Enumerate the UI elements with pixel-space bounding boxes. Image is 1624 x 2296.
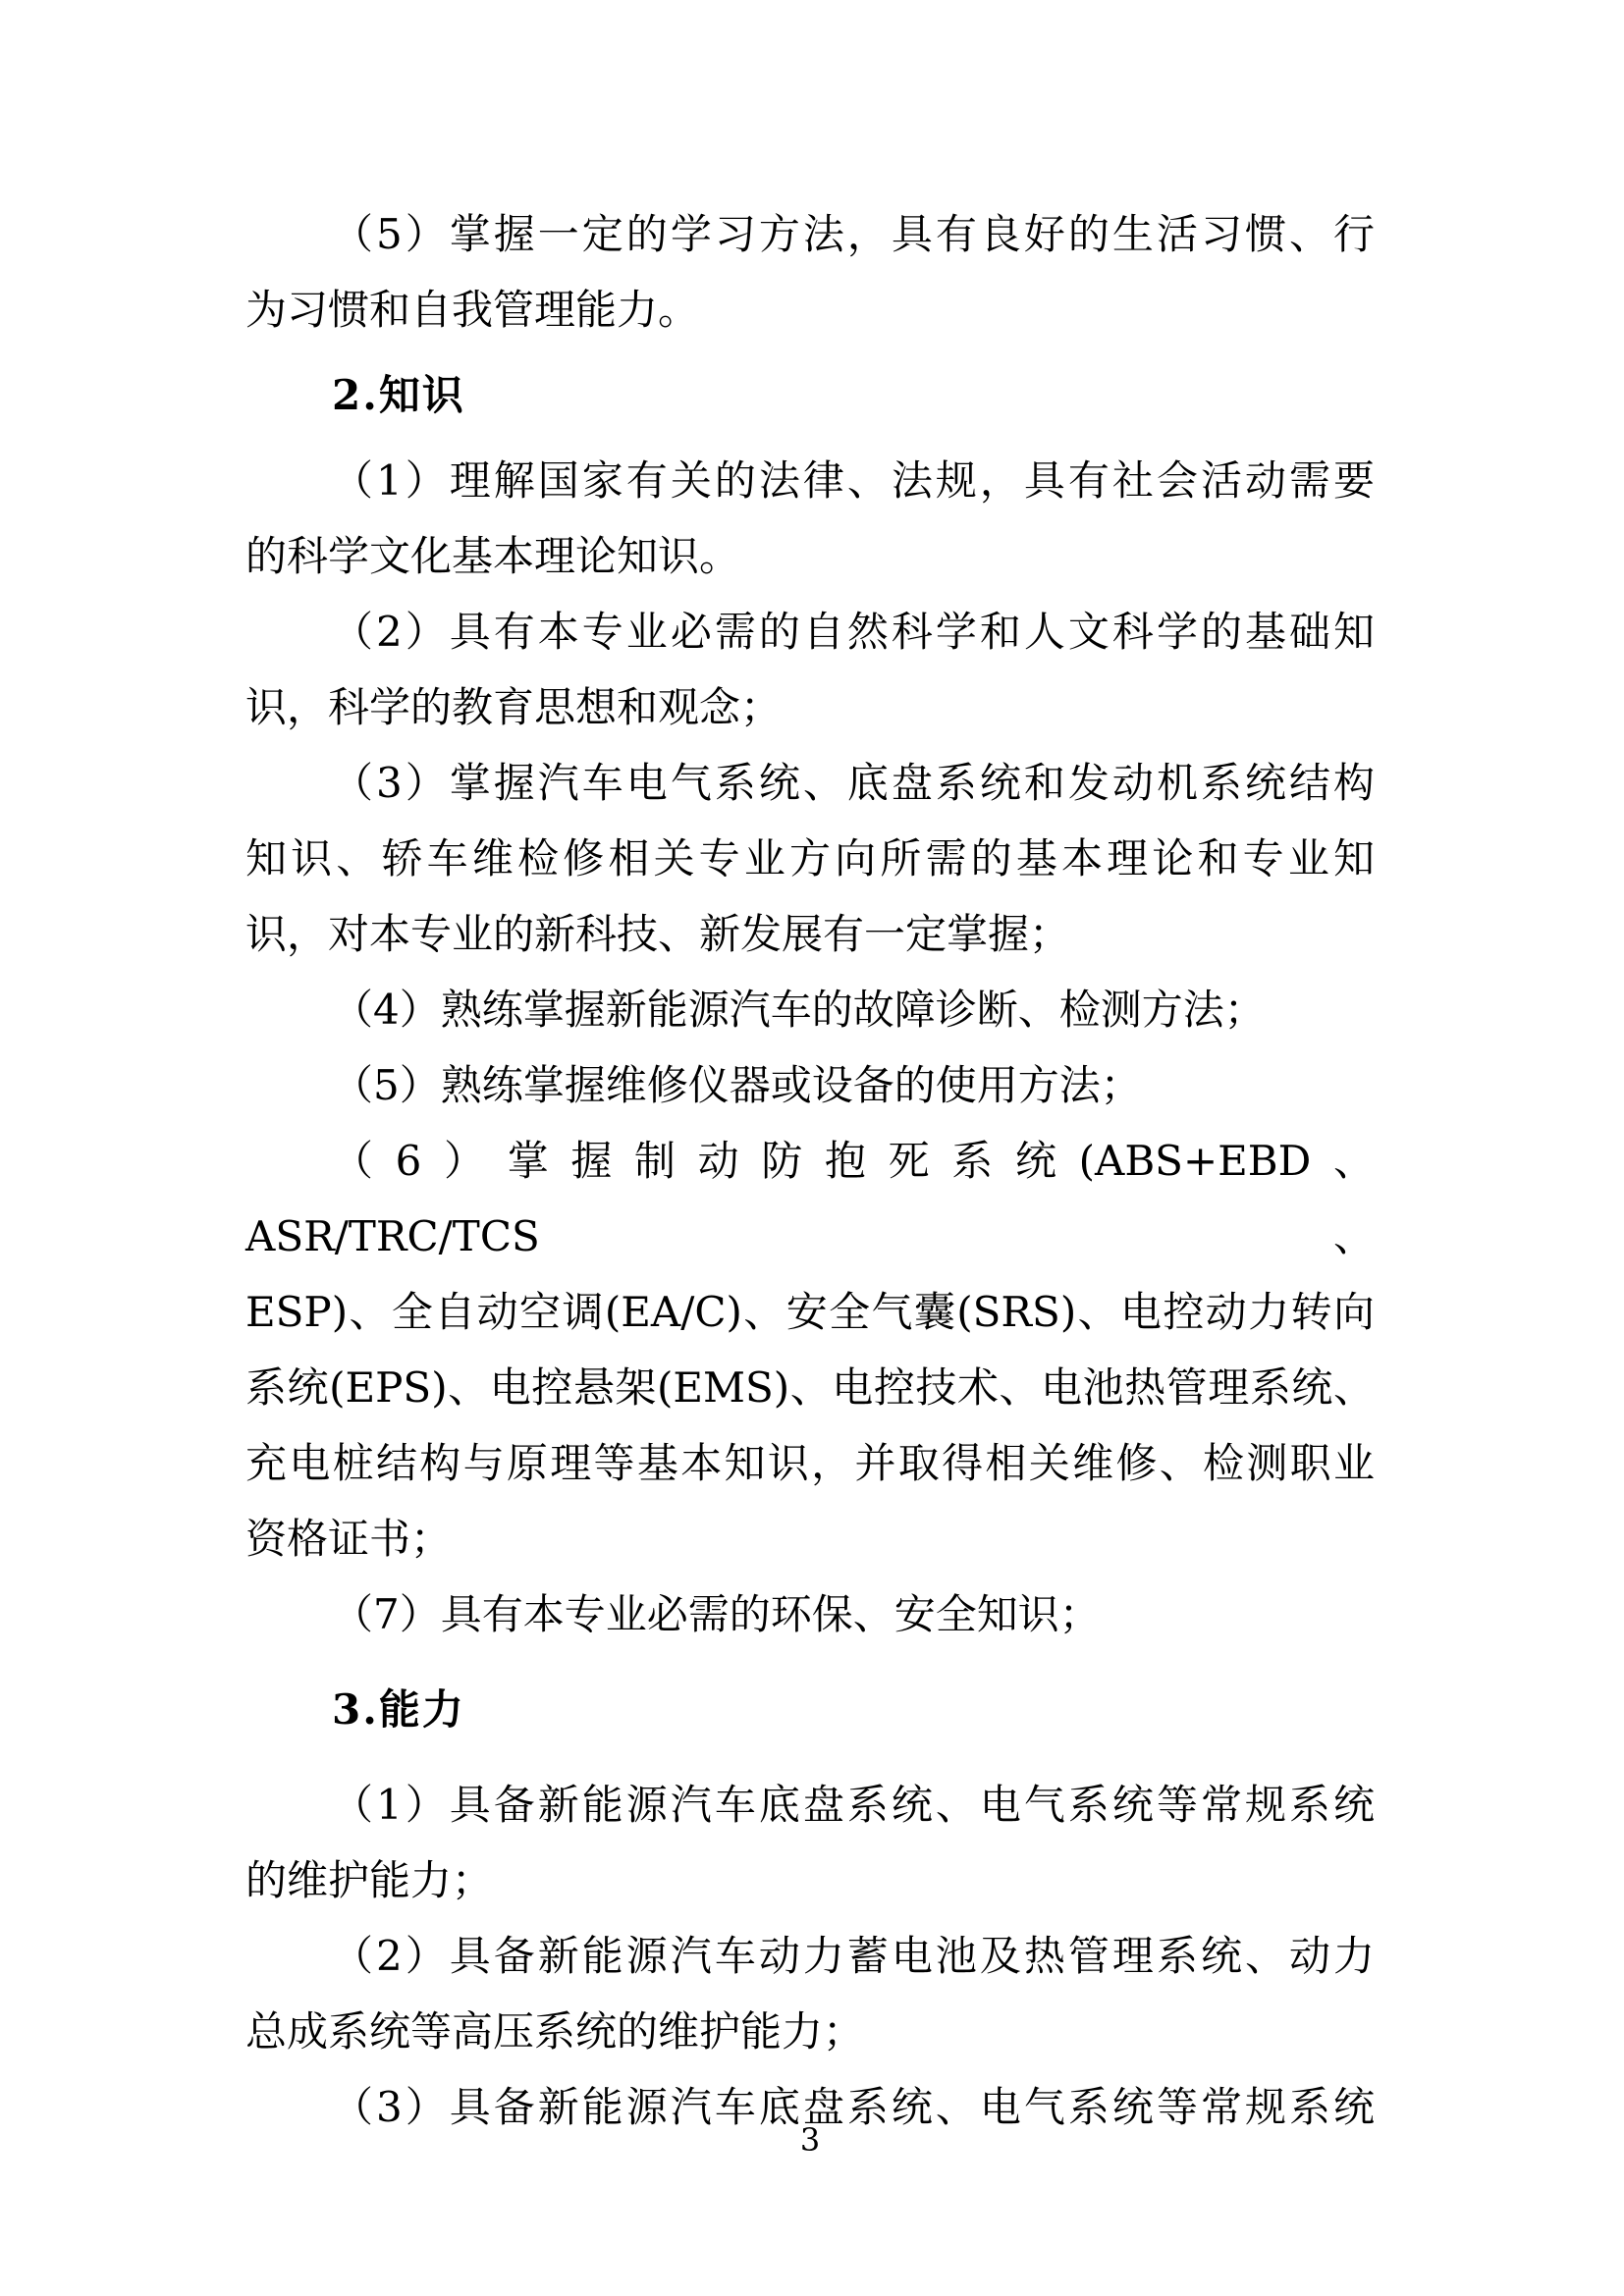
text-line: 系统(EPS)、电控悬架(EMS)、电控技术、电池热管理系统、: [245, 1363, 1375, 1412]
paragraph: [245, 1576, 1375, 1652]
text-line: （2）具备新能源汽车动力蓄电池及热管理系统、动力: [332, 1932, 1375, 1980]
section-heading: [245, 357, 1375, 433]
paragraph: [245, 594, 1375, 745]
paragraph: [245, 1767, 1375, 1918]
text-line: （5）掌握一定的学习方法，具有良好的生活习惯、行: [332, 210, 1375, 258]
text-line: 充电桩结构与原理等基本知识，并取得相关维修、检测职业: [245, 1439, 1375, 1487]
text-line: （5）熟练掌握维修仪器或设备的使用方法；: [332, 1061, 1142, 1109]
text-line: 识，对本专业的新科技、新发展有一定掌握；: [245, 910, 1071, 958]
text-line: 的科学文化基本理论知识。: [245, 532, 741, 580]
text-line: 识，科学的教育思想和观念；: [245, 683, 783, 731]
text-line: 为习惯和自我管理能力。: [245, 286, 700, 334]
text-line: （6）掌握制动防抱死系统(ABS+EBD、ASR/TRC/TCS、: [245, 1137, 1375, 1260]
text-line: （4）熟练掌握新能源汽车的故障诊断、检测方法；: [332, 986, 1266, 1034]
paragraph: [245, 1123, 1375, 1576]
paragraph: [245, 745, 1375, 972]
text-line: 3.能力: [332, 1685, 465, 1734]
text-line: （3）掌握汽车电气系统、底盘系统和发动机系统结构: [332, 759, 1375, 807]
section-heading: [245, 1672, 1375, 1747]
text-line: 总成系统等高压系统的维护能力；: [245, 2007, 865, 2056]
text-line: （7）具有本专业必需的环保、安全知识；: [332, 1590, 1101, 1638]
document-body: [245, 196, 1375, 2145]
paragraph: [245, 196, 1375, 347]
text-line: 2.知识: [332, 371, 465, 419]
page-number: 3: [799, 2121, 821, 2159]
text-line: 知识、轿车维检修相关专业方向所需的基本理论和专业知: [245, 834, 1375, 882]
paragraph: [245, 443, 1375, 594]
text-line: （1）具备新能源汽车底盘系统、电气系统等常规系统: [332, 1781, 1375, 1829]
text-line: 的维护能力；: [245, 1856, 494, 1904]
paragraph: [245, 1047, 1375, 1123]
text-line: 资格证书；: [245, 1515, 453, 1563]
text-line: （1）理解国家有关的法律、法规，具有社会活动需要: [332, 456, 1375, 505]
text-line: （2）具有本专业必需的自然科学和人文科学的基础知: [332, 608, 1375, 656]
text-line: （3）具备新能源汽车底盘系统、电气系统等常规系统: [332, 2083, 1375, 2131]
page-footer: [245, 2120, 1375, 2160]
paragraph: [245, 972, 1375, 1047]
text-line: ESP)、全自动空调(EA/C)、安全气囊(SRS)、电控动力转向: [245, 1288, 1375, 1336]
paragraph: [245, 1918, 1375, 2069]
